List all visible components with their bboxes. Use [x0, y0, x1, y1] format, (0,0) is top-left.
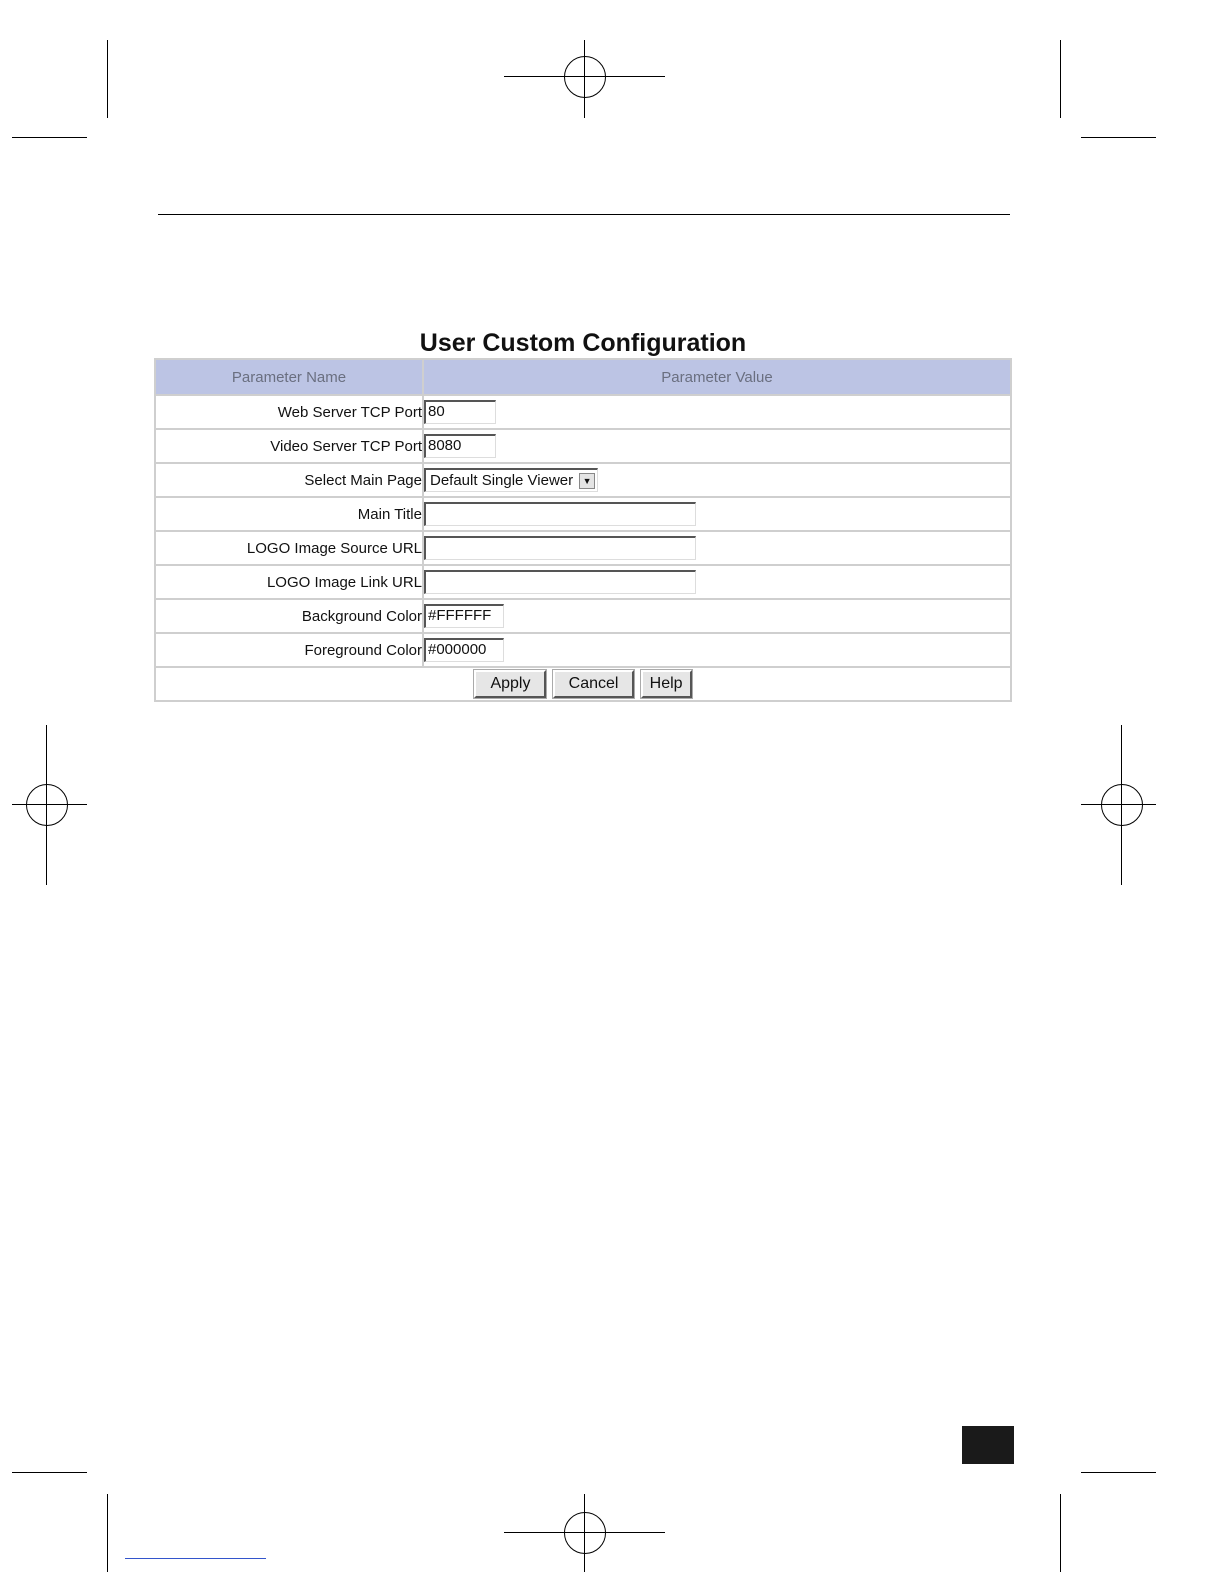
main-page-select[interactable] — [424, 468, 598, 492]
row-label: LOGO Image Link URL — [155, 565, 423, 599]
row-label: Background Color — [155, 599, 423, 633]
row-label: Video Server TCP Port — [155, 429, 423, 463]
row-label: Foreground Color — [155, 633, 423, 667]
column-header-name: Parameter Name — [155, 359, 423, 395]
web-server-port-input[interactable]: 80 — [424, 400, 496, 424]
footer-line — [125, 1558, 266, 1559]
background-color-input[interactable]: #FFFFFF — [424, 604, 504, 628]
table-header-row — [155, 359, 1011, 395]
row-label: Main Title — [155, 497, 423, 531]
apply-button[interactable]: Apply — [474, 670, 546, 698]
main-title-input[interactable] — [424, 502, 696, 526]
button-row — [155, 667, 1011, 701]
table-row — [155, 463, 1011, 497]
video-server-port-input[interactable]: 8080 — [424, 434, 496, 458]
table-row — [155, 565, 1011, 599]
row-label: Select Main Page — [155, 463, 423, 497]
help-button[interactable]: Help — [641, 670, 692, 698]
table-row — [155, 395, 1011, 429]
table-row — [155, 429, 1011, 463]
cancel-button[interactable]: Cancel — [553, 670, 635, 698]
table-row — [155, 633, 1011, 667]
main-page-selected-value: Default Single Viewer — [430, 472, 574, 489]
page-title: User Custom Configuration — [419, 329, 747, 357]
table-row — [155, 599, 1011, 633]
config-panel — [154, 322, 1012, 702]
logo-source-url-input[interactable] — [424, 536, 696, 560]
row-label: LOGO Image Source URL — [155, 531, 423, 565]
page-number-box — [962, 1426, 1014, 1464]
column-header-value: Parameter Value — [423, 359, 1011, 395]
logo-link-url-input[interactable] — [424, 570, 696, 594]
foreground-color-input[interactable]: #000000 — [424, 638, 504, 662]
row-label: Web Server TCP Port — [155, 395, 423, 429]
dropdown-arrow-icon[interactable]: ▼ — [579, 473, 595, 489]
header-rule — [158, 214, 1010, 215]
table-row — [155, 531, 1011, 565]
table-row — [155, 497, 1011, 531]
config-table — [154, 358, 1012, 702]
